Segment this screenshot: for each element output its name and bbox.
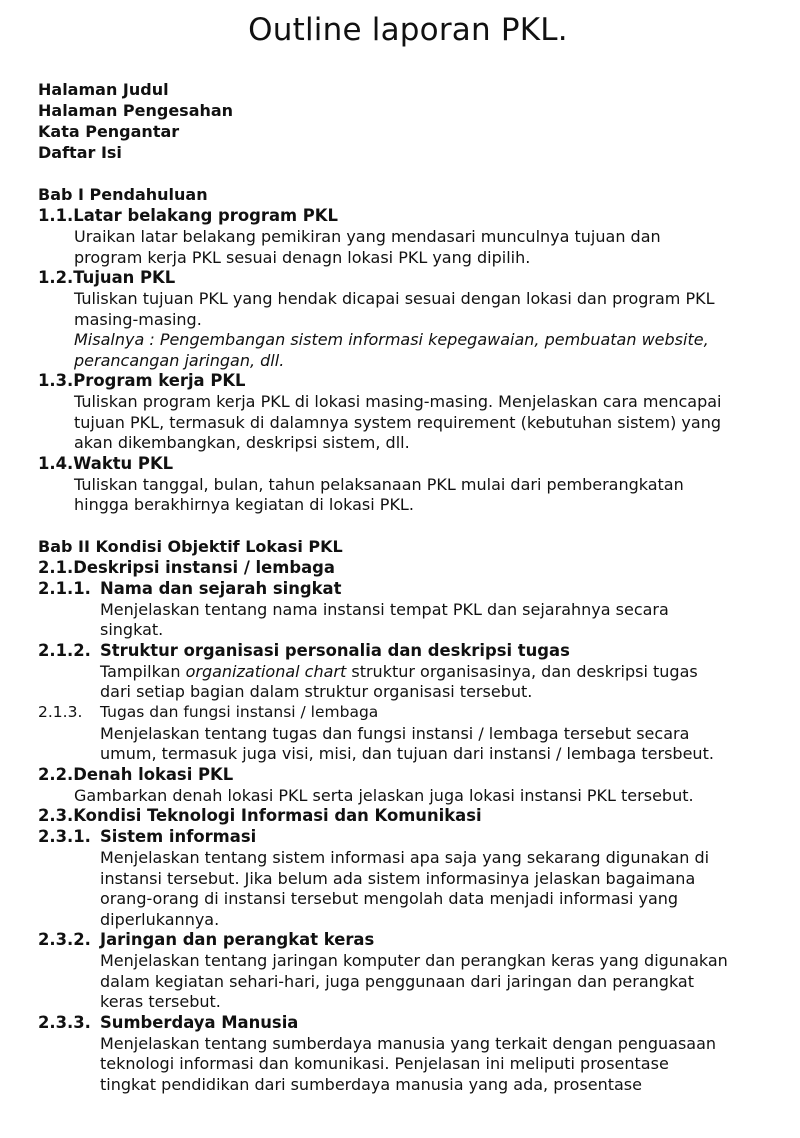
- document-title: Outline laporan PKL.: [248, 12, 568, 48]
- body-line: Menjelaskan tentang jaringan komputer dan perangkan keras yang digunakan: [100, 951, 728, 970]
- section-title: Latar belakang program PKL: [73, 206, 338, 225]
- subsection-number: 2.3.3.: [38, 1012, 91, 1032]
- body-line: keras tersebut.: [100, 992, 221, 1011]
- section-heading-1-2: [38, 267, 788, 288]
- section-heading-1-4: [38, 453, 788, 474]
- section-title: Program kerja PKL: [73, 371, 246, 390]
- front-matter-item: Daftar Isi: [38, 143, 122, 162]
- subsection-body-2-3-3: [38, 1033, 788, 1095]
- section-number: 1.3.: [38, 371, 74, 390]
- section-title: Denah lokasi PKL: [73, 764, 234, 784]
- body-line: Menjelaskan tentang nama instansi tempat PKL dan sejarahnya secara: [100, 599, 669, 619]
- body-line: Menjelaskan tentang sistem informasi apa saja yang sekarang digunakan di: [100, 848, 710, 867]
- subsection-heading-2-1-3: [38, 702, 788, 723]
- subsection-heading-2-3-2: [38, 929, 788, 950]
- body-line: tingkat pendidikan dari sumberdaya manusia yang ada, prosentase: [100, 1074, 642, 1094]
- section-body-1-4: [38, 474, 788, 515]
- italic-term: organizational chart: [185, 661, 347, 681]
- body-line: Menjelaskan tentang tugas dan fungsi instansi / lembaga tersebut secara: [100, 723, 690, 743]
- subsection-title: Tugas dan fungsi instansi / lembaga: [100, 702, 379, 721]
- outline-content: [38, 79, 788, 1094]
- example-line: Misalnya : Pengembangan sistem informasi kepegawaian, pembuatan website,: [74, 330, 709, 349]
- subsection-body-2-3-1: [38, 847, 788, 929]
- chapter-heading-bab2: Bab II Kondisi Objektif Lokasi PKL: [38, 536, 343, 556]
- subsection-title: Nama dan sejarah singkat: [100, 578, 342, 598]
- body-line: Tuliskan tujuan PKL yang hendak dicapai sesuai dengan lokasi dan program PKL: [74, 289, 715, 308]
- body-line: dalam kegiatan sehari-hari, juga penggunaan dari jaringan dan perangkat: [100, 971, 694, 991]
- section-title: Deskripsi instansi / lembaga: [73, 557, 335, 577]
- body-line: Uraikan latar belakang pemikiran yang mendasari munculnya tujuan dan: [74, 227, 661, 246]
- subsection-heading-2-3-3: [38, 1012, 788, 1033]
- subsection-heading-2-3-1: [38, 826, 788, 847]
- section-body-1-3: [38, 391, 788, 453]
- body-line: singkat.: [100, 620, 164, 639]
- chapter-heading-bab1: Bab I Pendahuluan: [38, 185, 208, 204]
- subsection-heading-2-1-2: [38, 640, 788, 661]
- body-line: orang-orang di instansi tersebut mengolah data menjadi informasi yang: [100, 889, 679, 908]
- section-heading-2-1: [38, 557, 788, 578]
- subsection-number: 2.1.1.: [38, 578, 91, 598]
- body-text: struktur organisasinya, dan deskripsi tugas: [346, 661, 698, 681]
- section-title: Waktu PKL: [73, 453, 174, 473]
- subsection-number: 2.1.2.: [38, 640, 91, 660]
- subsection-title: Sistem informasi: [100, 827, 257, 846]
- section-title: Tujuan PKL: [73, 268, 176, 287]
- front-matter-item: Halaman Pengesahan: [38, 101, 234, 120]
- subsection-heading-2-1-1: [38, 578, 788, 599]
- section-number: 2.3.: [38, 806, 74, 825]
- body-line: teknologi informasi dan komunikasi. Penjelasan ini meliputi prosentase: [100, 1054, 669, 1073]
- body-line: umum, termasuk juga visi, misi, dan tujuan dari instansi / lembaga tersbeut.: [100, 744, 714, 763]
- body-line: Tuliskan program kerja PKL di lokasi masing-masing. Menjelaskan cara mencapai: [74, 392, 722, 411]
- section-heading-1-1: [38, 205, 788, 226]
- body-line: program kerja PKL sesuai denagn lokasi PKL yang dipilih.: [74, 247, 531, 267]
- body-line: masing-masing.: [74, 309, 202, 329]
- body-line: akan dikembangkan, deskripsi sistem, dll.: [74, 433, 410, 452]
- section-number: 1.2.: [38, 268, 74, 287]
- body-line: Tuliskan tanggal, bulan, tahun pelaksanaan PKL mulai dari pemberangkatan: [74, 474, 684, 494]
- body-line: Gambarkan denah lokasi PKL serta jelaskan juga lokasi instansi PKL tersebut.: [74, 785, 694, 805]
- subsection-number: 2.1.3.: [38, 702, 83, 721]
- subsection-body-2-1-3: [38, 723, 788, 764]
- subsection-title: Sumberdaya Manusia: [100, 1012, 299, 1032]
- subsection-number: 2.3.2.: [38, 930, 91, 949]
- body-text: Tampilkan: [100, 661, 186, 681]
- body-line: hingga berakhirnya kegiatan di lokasi PKL.: [74, 495, 414, 514]
- front-matter-item: Halaman Judul: [38, 80, 169, 99]
- section-title: Kondisi Teknologi Informasi dan Komunikasi: [73, 806, 482, 825]
- front-matter-item: Kata Pengantar: [38, 122, 180, 141]
- section-body-2-2: [38, 785, 788, 806]
- subsection-body-2-1-2: [38, 661, 788, 702]
- subsection-body-2-3-2: [38, 950, 788, 1012]
- section-number: 1.4.: [38, 453, 74, 473]
- section-heading-2-3: [38, 805, 788, 826]
- section-number: 2.1.: [38, 557, 74, 577]
- section-body-1-1: [38, 226, 788, 267]
- spacer: [38, 163, 788, 184]
- example-line: perancangan jaringan, dll.: [74, 350, 285, 370]
- subsection-title: Jaringan dan perangkat keras: [100, 930, 375, 949]
- section-number: 1.1.: [38, 206, 74, 225]
- section-heading-2-2: [38, 764, 788, 785]
- section-body-1-2: [38, 288, 788, 370]
- body-line: tujuan PKL, termasuk di dalamnya system requirement (kebutuhan sistem) yang: [74, 412, 721, 432]
- subsection-title: Struktur organisasi personalia dan deskripsi tugas: [100, 640, 570, 660]
- section-heading-1-3: [38, 370, 788, 391]
- body-line: Menjelaskan tentang sumberdaya manusia yang terkait dengan penguasaan: [100, 1033, 717, 1053]
- subsection-body-2-1-1: [38, 599, 788, 640]
- subsection-number: 2.3.1.: [38, 827, 91, 846]
- spacer: [38, 515, 788, 536]
- section-number: 2.2.: [38, 764, 74, 784]
- body-line: instansi tersebut. Jika belum ada sistem informasinya jelaskan bagaimana: [100, 868, 696, 888]
- body-line: dari setiap bagian dalam struktur organisasi tersebut.: [100, 682, 533, 701]
- body-line: diperlukannya.: [100, 909, 220, 929]
- body-line-mixed: [100, 661, 788, 682]
